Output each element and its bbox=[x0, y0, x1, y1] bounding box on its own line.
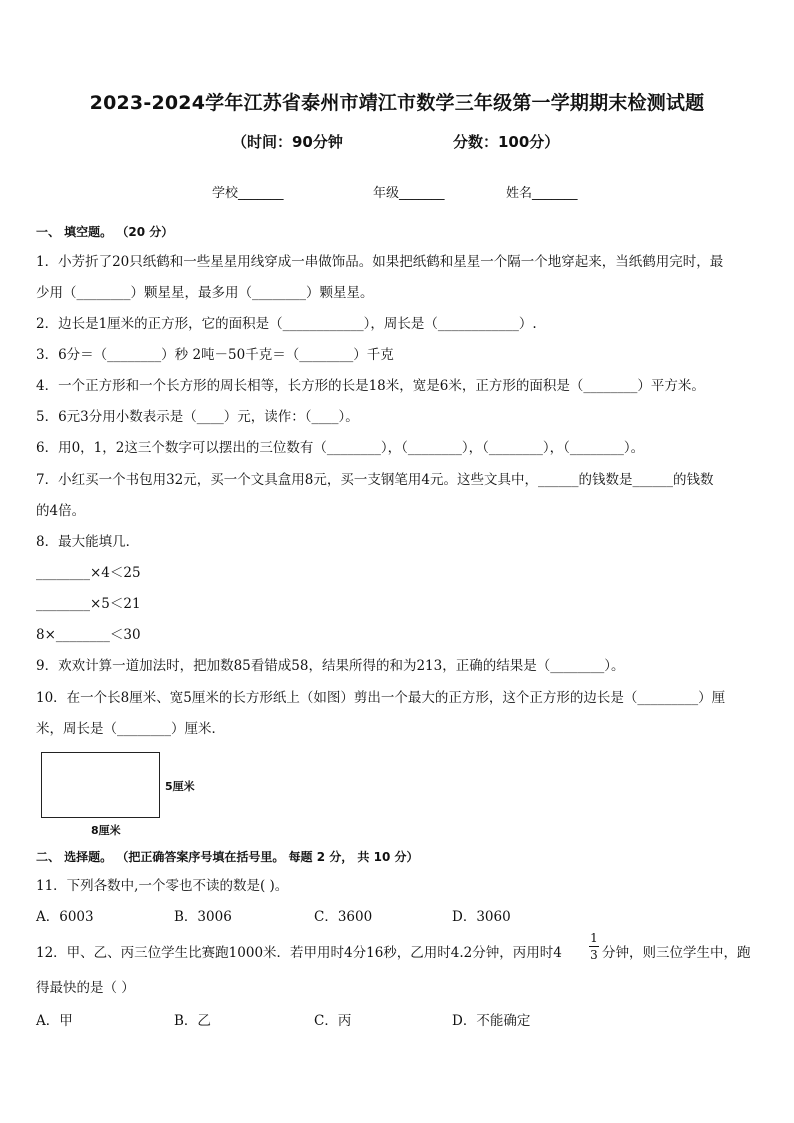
fraction-numerator: 1 bbox=[590, 931, 598, 945]
section-2-heading: 二、 选择题。 （把正确答案序号填在括号里。 每题 2 分， 共 10 分） bbox=[36, 850, 419, 864]
question-11-option-a: A．6003 bbox=[36, 909, 94, 925]
question-11-option-b: B．3006 bbox=[174, 909, 232, 925]
fraction-denominator: 3 bbox=[590, 948, 598, 962]
question-2: 2．边长是1厘米的正方形，它的面积是（____________），周长是（____________）. bbox=[36, 316, 537, 332]
name-field: 姓名_______ bbox=[506, 186, 578, 201]
page-title: 2023-2024学年江苏省泰州市靖江市数学三年级第一学期期末检测试题 bbox=[89, 92, 705, 114]
question-8-item-c: 8×________＜30 bbox=[36, 627, 141, 643]
question-6: 6．用0，1，2这三个数字可以摆出的三位数有（________），（________），（________），（________）。 bbox=[36, 440, 645, 456]
question-7-line-1: 7．小红买一个书包用32元，买一个文具盒用8元，买一支钢笔用4元。这些文具中，______的钱数是______的钱数 bbox=[36, 472, 714, 488]
question-8: 8．最大能填几． bbox=[36, 534, 140, 550]
exam-time: （时间：90分钟 bbox=[232, 133, 343, 151]
question-12-option-d: D．不能确定 bbox=[452, 1013, 531, 1029]
question-4: 4．一个正方形和一个长方形的周长相等，长方形的长是18米，宽是6米，正方形的面积是（________）平方米。 bbox=[36, 378, 705, 394]
question-7-line-2: 的4倍。 bbox=[36, 503, 86, 519]
question-1-line-2: 少用（________）颗星星，最多用（________）颗星星。 bbox=[36, 285, 374, 301]
figure-length-label: 8厘米 bbox=[91, 824, 121, 837]
exam-score: 分数：100分） bbox=[453, 133, 560, 151]
question-12-line-1-b: 分钟，则三位学生中，跑 bbox=[602, 945, 751, 961]
question-3: 3．6分＝（________）秒 2吨－50千克＝（________）千克 bbox=[36, 347, 394, 363]
question-11-option-c: C．3600 bbox=[314, 909, 373, 925]
question-9: 9．欢欢计算一道加法时，把加数85看错成58，结果所得的和为213，正确的结果是（________）。 bbox=[36, 658, 625, 674]
question-12-option-c: C．丙 bbox=[314, 1013, 352, 1029]
question-11: 11．下列各数中,一个零也不读的数是( )。 bbox=[36, 878, 289, 894]
question-5: 5．6元3分用小数表示是（____）元，读作：（____）。 bbox=[36, 409, 359, 425]
school-field: 学校_______ bbox=[212, 186, 284, 201]
question-10-line-1: 10．在一个长8厘米、宽5厘米的长方形纸上（如图）剪出一个最大的正方形，这个正方形的边长是（_________）厘 bbox=[36, 690, 726, 706]
question-8-item-b: ________×5＜21 bbox=[36, 596, 141, 612]
question-1-line-1: 1．小芳折了20只纸鹤和一些星星用线穿成一串做饰品。如果把纸鹤和星星一个隔一个地穿起来，当纸鹤用完时，最 bbox=[36, 254, 724, 270]
question-8-item-a: ________×4＜25 bbox=[36, 565, 141, 581]
question-12-option-a: A．甲 bbox=[36, 1013, 73, 1029]
question-12-fraction bbox=[589, 931, 599, 962]
question-12-line-2: 得最快的是（ ） bbox=[36, 980, 135, 996]
figure-width-label: 5厘米 bbox=[165, 780, 195, 793]
question-12-option-b: B．乙 bbox=[174, 1013, 211, 1029]
grade-field: 年级_______ bbox=[373, 186, 445, 201]
question-12-line-1-a: 12．甲、乙、丙三位学生比赛跑1000米．若甲用时4分16秒，乙用时4.2分钟，丙用时4 bbox=[36, 945, 562, 961]
section-1-heading: 一、 填空题。 （20 分） bbox=[36, 225, 174, 239]
question-11-option-d: D．3060 bbox=[452, 909, 511, 925]
question-10-line-2: 米，周长是（________）厘米． bbox=[36, 721, 225, 737]
rectangle-figure bbox=[41, 752, 160, 818]
